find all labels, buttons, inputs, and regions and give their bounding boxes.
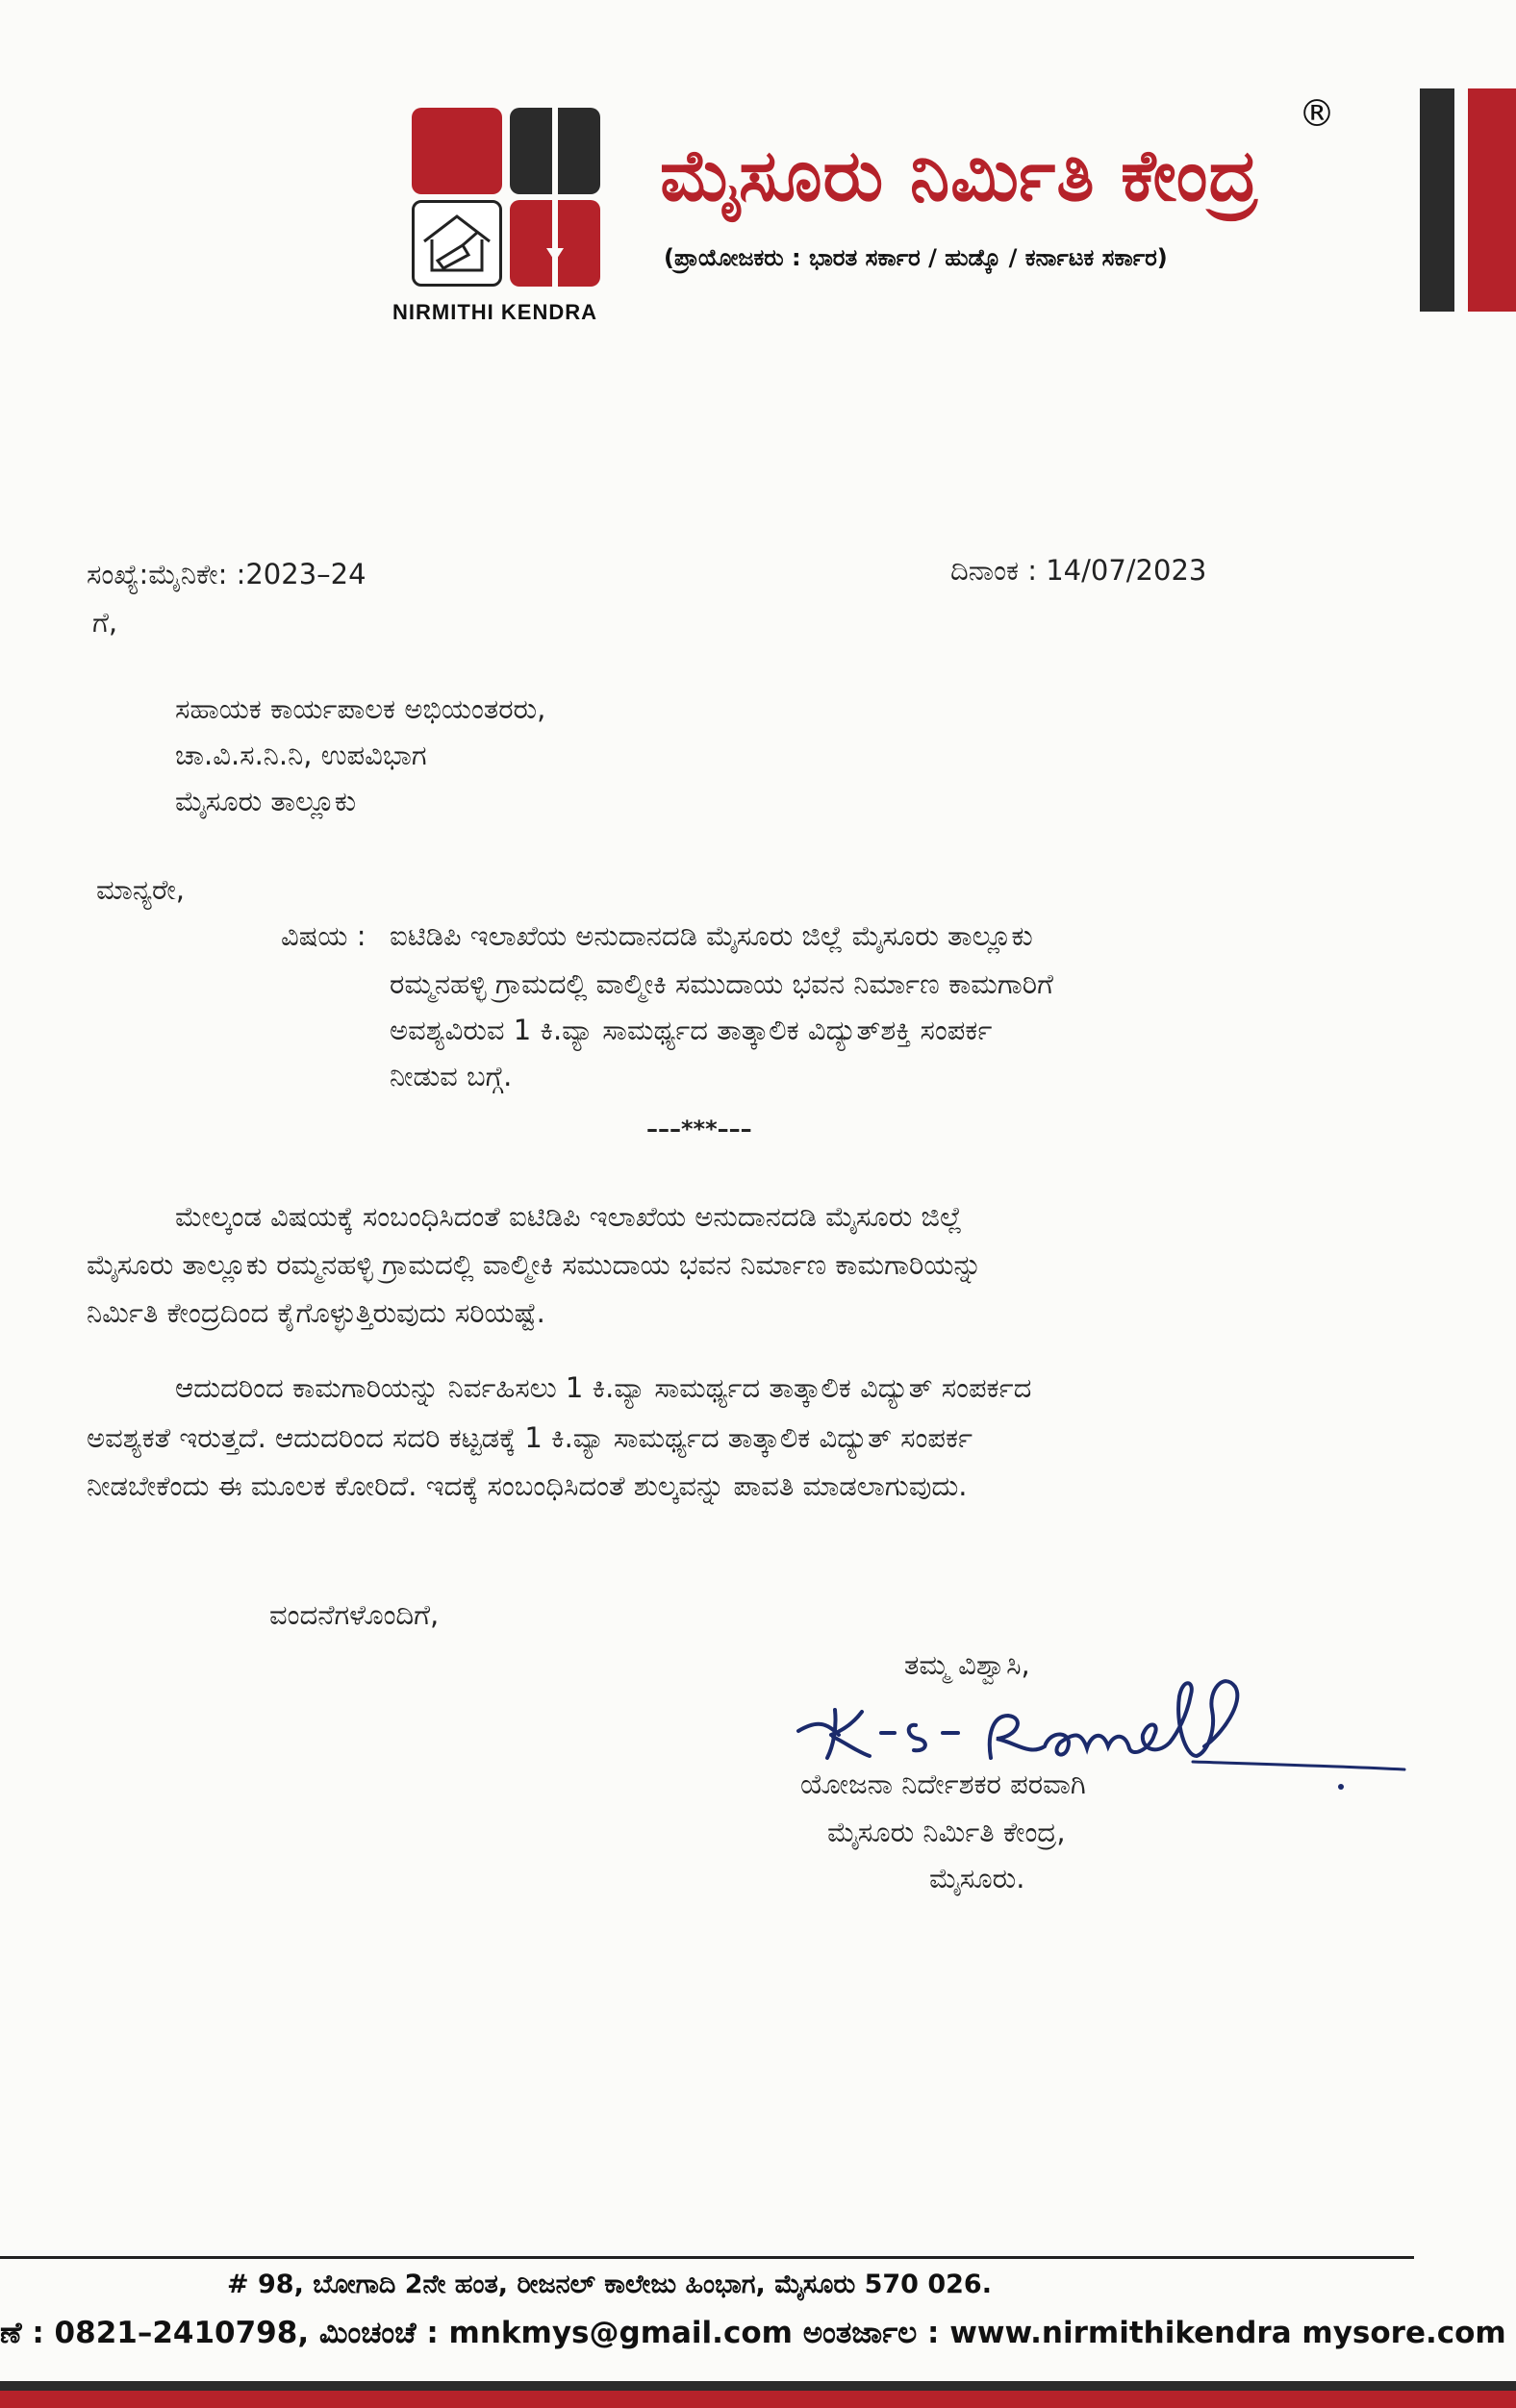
addressee-line: ಸಹಾಯಕ ಕಾರ್ಯಪಾಲಕ ಅಭಿಯಂತರರು, [175, 692, 546, 725]
signatory-line: ಯೋಜನಾ ನಿರ್ದೇಶಕರ ಪರವಾಗಿ [800, 1768, 1086, 1800]
subject-line: ಐಟಿಡಿಪಿ ಇಲಾಖೆಯ ಅನುದಾನದಡಿ ಮೈಸೂರು ಜಿಲ್ಲೆ ಮೈಸೂರು ತಾಲ್ಲೂಕು [390, 919, 1033, 952]
body-paragraph-line: ಅವಶ್ಯಕತೆ ಇರುತ್ತದೆ. ಆದುದರಿಂದ ಸದರಿ ಕಟ್ಟಡಕ್ಕೆ 1 ಕಿ.ವ್ಯಾ ಸಾಮರ್ಥ್ಯದ ತಾತ್ಕಾಲಿಕ ವಿದ್ಯುತ್ ಸಂಪರ್ಕ [87, 1421, 973, 1454]
logo-brand-text: NIRMITHI KENDRA [392, 300, 597, 324]
body-paragraph-line: ಮೈಸೂರು ತಾಲ್ಲೂಕು ರಮ್ಮನಹಳ್ಳಿ ಗ್ರಾಮದಲ್ಲಿ ವಾಲ್ಮೀಕಿ ಸಮುದಾಯ ಭವನ ನಿರ್ಮಾಣ ಕಾಮಗಾರಿಯನ್ನು [87, 1248, 982, 1281]
salutation: ಮಾನ್ಯರೇ, [96, 873, 186, 906]
letterhead-side-bars [1414, 88, 1516, 312]
closing-thanks: ವಂದನೆಗಳೊಂದಿಗೆ, [269, 1598, 440, 1631]
footer-band-red [0, 2391, 1516, 2408]
logo-block-red-bottom [510, 200, 600, 287]
sponsors-line: (ಪ್ರಾಯೋಜಕರು : ಭಾರತ ಸರ್ಕಾರ / ಹುಡ್ಕೊ / ಕರ್ನಾಟಕ ಸರ್ಕಾರ) [664, 244, 1168, 271]
subject-line: ಅವಶ್ಯವಿರುವ 1 ಕಿ.ವ್ಯಾ ಸಾಮರ್ಥ್ಯದ ತಾತ್ಕಾಲಿಕ ವಿದ್ಯುತ್‌ಶಕ್ತಿ ಸಂಪರ್ಕ [390, 1014, 993, 1046]
body-paragraph-line: ನೀಡಬೇಕೆಂದು ಈ ಮೂಲಕ ಕೋರಿದೆ. ಇದಕ್ಕೆ ಸಂಬಂಧಿಸಿದಂತೆ ಶುಲ್ಕವನ್ನು ಪಾವತಿ ಮಾಡಲಾಗುವುದು. [87, 1469, 968, 1502]
footer-divider [0, 2256, 1414, 2259]
addressee-line: ಮೈಸೂರು ತಾಲ್ಲೂಕು [175, 785, 357, 817]
to-label: ಗೆ, [92, 606, 118, 639]
subject-line: ರಮ್ಮನಹಳ್ಳಿ ಗ್ರಾಮದಲ್ಲಿ ವಾಲ್ಮೀಕಿ ಸಮುದಾಯ ಭವನ ನಿರ್ಮಾಣ ಕಾಮಗಾರಿಗೆ [390, 967, 1053, 1000]
logo-house-trowel-block [412, 200, 502, 287]
footer-contact: ಣೆ : 0821–2410798, ಮಿಂಚಂಚೆ : mnkmys@gmail.com ಅಂತರ್ಜಾಲ : www.nirmithikendra mysore.com [0, 2316, 1506, 2350]
addressee-line: ಚಾ.ವಿ.ಸ.ನಿ.ನಿ, ಉಪವಿಭಾಗ [175, 739, 427, 771]
logo-block-red-top [412, 108, 502, 194]
registered-mark: ® [1299, 92, 1335, 135]
signatory-line: ಮೈಸೂರು ನಿರ್ಮಿತಿ ಕೇಂದ್ರ, [827, 1816, 1066, 1848]
closing-yours: ತಮ್ಮ ವಿಶ್ವಾಸಿ, [904, 1648, 1030, 1681]
signatory-line: ಮೈಸೂರು. [929, 1862, 1025, 1894]
section-separator: –––***––– [646, 1116, 752, 1142]
letter-date: ದಿನಾಂಕ : 14/07/2023 [950, 554, 1207, 587]
subject-label: ವಿಷಯ : [281, 919, 366, 952]
nirmithi-kendra-logo [412, 108, 600, 287]
body-paragraph-line: ಆದುದರಿಂದ ಕಾಮಗಾರಿಯನ್ನು ನಿರ್ವಹಿಸಲು 1 ಕಿ.ವ್ಯಾ ಸಾಮರ್ಥ್ಯದ ತಾತ್ಕಾಲಿಕ ವಿದ್ಯುತ್ ಸಂಪರ್ಕದ [175, 1371, 1032, 1404]
logo-block-dark-top [510, 108, 600, 194]
subject-line: ನೀಡುವ ಬಗ್ಗೆ. [390, 1060, 513, 1092]
footer-band-dark [0, 2381, 1516, 2391]
body-paragraph-line: ನಿರ್ಮಿತಿ ಕೇಂದ್ರದಿಂದ ಕೈಗೊಳ್ಳುತ್ತಿರುವುದು ಸರಿಯಷ್ಟೆ. [87, 1296, 545, 1329]
organization-name: ಮೈಸೂರು ನಿರ್ಮಿತಿ ಕೇಂದ್ರ [660, 135, 1259, 217]
body-paragraph-line: ಮೇಲ್ಕಂಡ ವಿಷಯಕ್ಕೆ ಸಂಬಂಧಿಸಿದಂತೆ ಐಟಿಡಿಪಿ ಇಲಾಖೆಯ ಅನುದಾನದಡಿ ಮೈಸೂರು ಜಿಲ್ಲೆ [175, 1200, 963, 1233]
reference-number: ಸಂಖ್ಯೆ:ಮೈನಿಕೇ: :2023–24 [87, 558, 366, 590]
footer-address: # 98, ಬೋಗಾದಿ 2ನೇ ಹಂತ, ರೀಜನಲ್ ಕಾಲೇಜು ಹಿಂಭಾಗ, ಮೈಸೂರು 570 026. [227, 2270, 992, 2299]
